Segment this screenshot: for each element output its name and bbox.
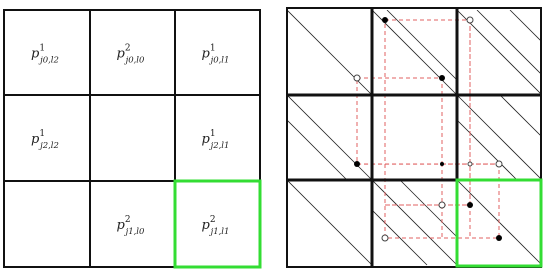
cell-label	[202, 215, 230, 237]
left-highlight-cell	[175, 181, 260, 267]
cell-label	[202, 129, 230, 151]
cell-label-sub: j1,l0	[125, 227, 145, 237]
cell-label-base: p	[116, 46, 125, 62]
open-point	[439, 202, 445, 208]
right-grid-border	[287, 8, 541, 267]
cell-label-sup: 2	[124, 43, 131, 54]
open-point	[496, 161, 502, 167]
cell-label-sup: 2	[209, 215, 216, 225]
filled-point	[440, 162, 444, 166]
filled-point	[496, 235, 502, 241]
open-point	[354, 75, 360, 81]
cell-label-sup: 1	[209, 43, 216, 54]
cell-label	[117, 44, 146, 66]
cell-label-base: p	[31, 46, 40, 62]
right-grid	[287, 8, 541, 267]
cell-label-base: p	[201, 46, 210, 62]
open-point	[382, 235, 388, 241]
cell-label-sub: j2,l2	[40, 141, 59, 151]
cell-label-base: p	[201, 132, 210, 147]
open-point	[468, 162, 472, 166]
cell-label-sup: 2	[124, 215, 131, 225]
open-point	[467, 17, 473, 23]
diagonal-lines	[287, 10, 541, 265]
cell-label	[202, 44, 230, 66]
cell-label-sub: j0,l2	[40, 55, 59, 66]
left-labels	[31, 44, 229, 238]
cell-label	[31, 129, 59, 151]
cell-label-base: p	[201, 218, 210, 233]
cell-label-sup: 1	[39, 129, 46, 139]
cell-label-sub: j0,l0	[125, 55, 145, 66]
cell-label-sup: 1	[39, 43, 46, 54]
cell-label-sub: j0,l1	[210, 55, 230, 66]
cell-label-base: p	[116, 218, 125, 233]
filled-point	[354, 161, 360, 167]
left-grid	[4, 10, 260, 267]
dashed-paths	[357, 20, 499, 238]
cell-label-sub: j2,l1	[210, 141, 230, 151]
filled-point	[439, 75, 445, 81]
cell-label	[117, 215, 146, 237]
cell-label-sup: 1	[209, 129, 216, 139]
cell-label	[31, 44, 59, 66]
cell-label-base: p	[31, 132, 40, 147]
cell-label-sub: j1,l1	[210, 227, 230, 237]
filled-point	[467, 202, 473, 208]
filled-point	[382, 17, 388, 23]
